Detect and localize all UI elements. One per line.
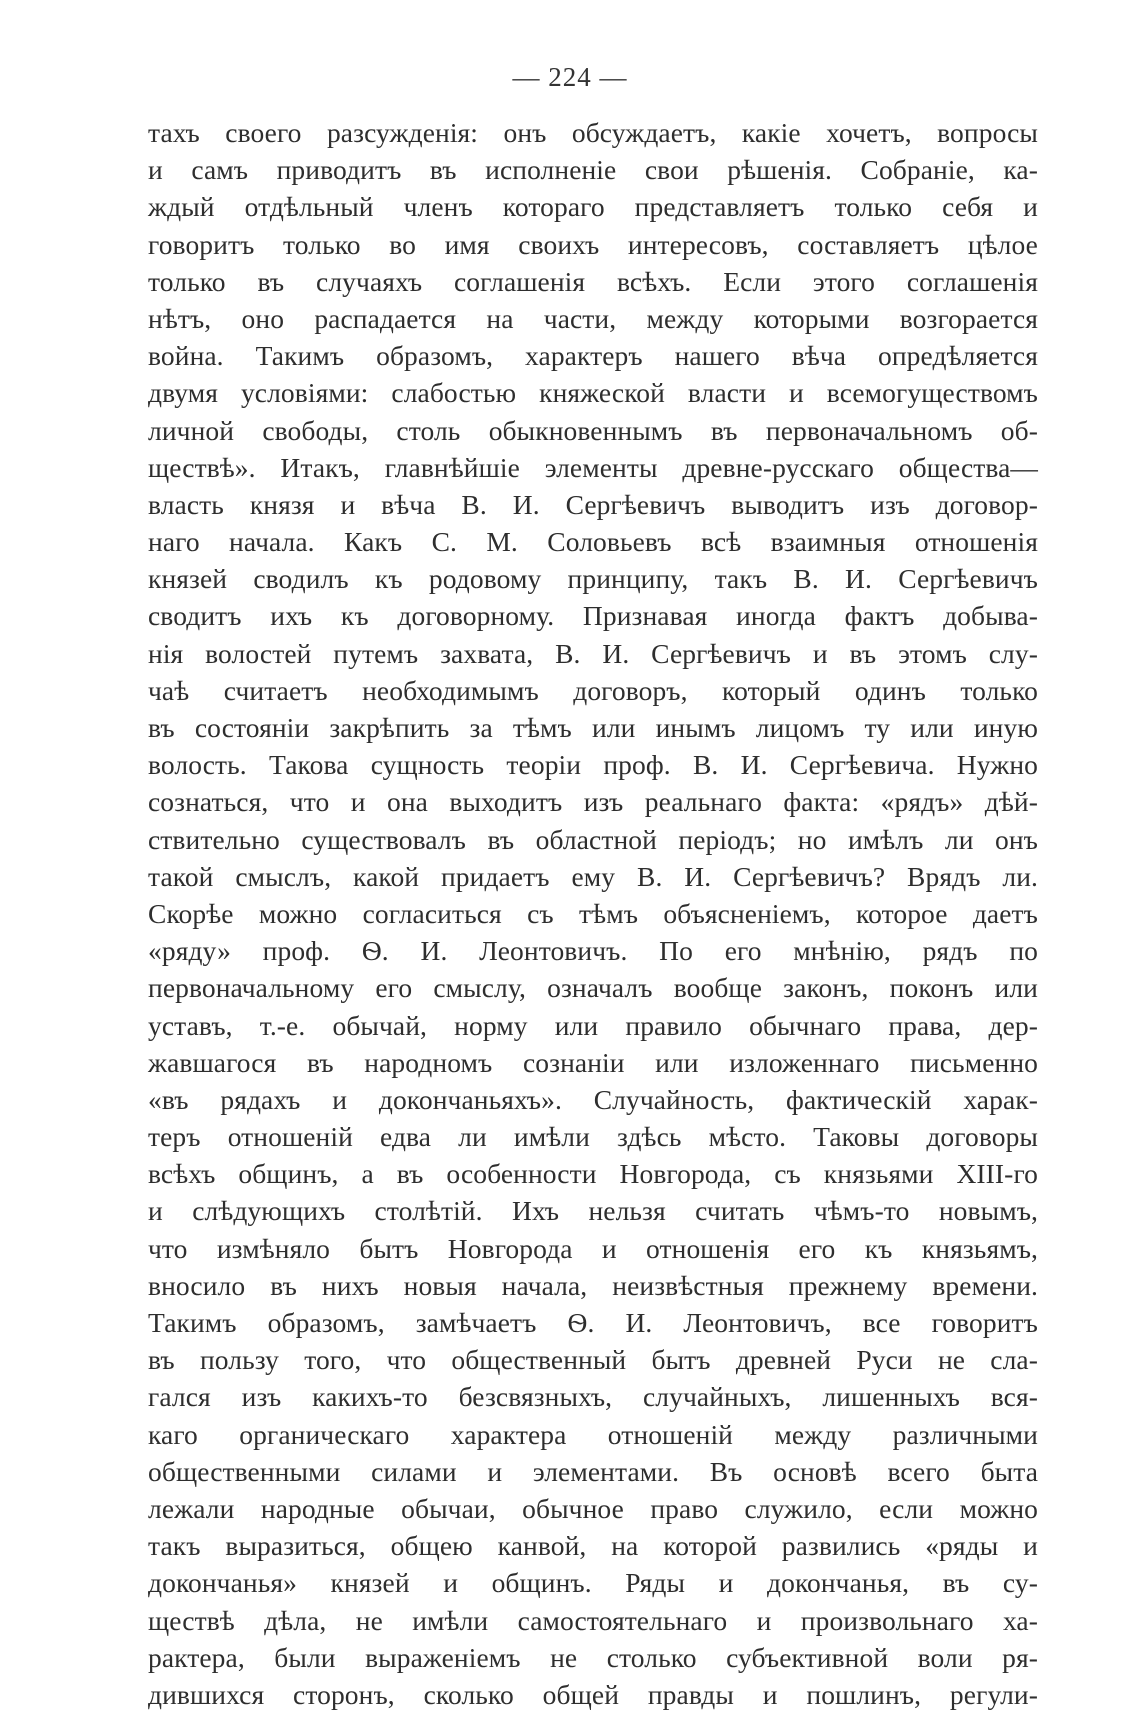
text-line: такъ выразиться, общею канвой, на которой развились «ряды и xyxy=(148,1530,1038,1562)
text-line: всѣхъ общинъ, а въ особенности Новгорода, съ князьями XIII-го xyxy=(148,1158,1038,1190)
text-line: теръ отношеній едва ли имѣли здѣсь мѣсто. Таковы договоры xyxy=(148,1121,1038,1153)
text-line: Скорѣе можно согласиться съ тѣмъ объясненіемъ, которое даетъ xyxy=(148,897,1038,929)
body-text xyxy=(148,114,1038,1713)
text-line: нѣтъ, оно распадается на части, между которыми возгорается xyxy=(148,302,1038,334)
text-line: и слѣдующихъ столѣтій. Ихъ нельзя считать чѣмъ-то новымъ, xyxy=(148,1195,1038,1227)
text-line: «ряду» проф. Ѳ. И. Леонтовичъ. По его мнѣнію, рядъ по xyxy=(148,935,1038,967)
text-line: дившихся сторонъ, сколько общей правды и пошлинъ, регули- xyxy=(148,1678,1038,1710)
text-line: тахъ своего разсужденія: онъ обсуждаетъ, какіе хочетъ, вопросы xyxy=(148,117,1038,148)
text-line: нія волостей путемъ захвата, В. И. Сергѣевичъ и въ этомъ слу- xyxy=(148,637,1038,669)
text-line: гался изъ какихъ-то безсвязныхъ, случайныхъ, лишенныхъ вся- xyxy=(148,1381,1038,1413)
text-line: въ состояніи закрѣпить за тѣмъ или инымъ лицомъ ту или иную xyxy=(148,712,1038,743)
text-line: лежали народные обычаи, обычное право служило, если можно xyxy=(148,1492,1038,1524)
page-number: — 224 — xyxy=(512,62,628,92)
text-line: ствительно существовалъ въ областной періодъ; но имѣлъ ли онъ xyxy=(148,823,1038,855)
text-line: уставъ, т.-е. обычай, норму или правило обычнаго права, дер- xyxy=(148,1009,1038,1041)
text-line: «въ рядахъ и докончаньяхъ». Случайность, фактическій харак- xyxy=(148,1083,1038,1115)
text-line: въ пользу того, что общественный бытъ древней Руси не сла- xyxy=(148,1344,1038,1376)
text-line: что измѣняло бытъ Новгорода и отношенія его къ князьямъ, xyxy=(148,1232,1038,1264)
text-line: каго органическаго характера отношеній между различными xyxy=(148,1418,1038,1450)
text-line: и самъ приводитъ въ исполненіе свои рѣшенія. Собраніе, ка- xyxy=(148,154,1038,186)
text-line: ждый отдѣльный членъ котораго представляетъ только себя и xyxy=(148,191,1038,223)
text-line: война. Такимъ образомъ, характеръ нашего вѣча опредѣляется xyxy=(148,340,1038,372)
text-line: говоритъ только во имя своихъ интересовъ, составляетъ цѣлое xyxy=(148,228,1038,260)
text-line: двумя условіями: слабостью княжеской власти и всемогуществомъ xyxy=(148,377,1038,409)
text-line: докончанья» князей и общинъ. Ряды и докончанья, въ су- xyxy=(148,1567,1038,1599)
text-line: Такимъ образомъ, замѣчаетъ Ѳ. И. Леонтовичъ, все говоритъ xyxy=(148,1307,1038,1338)
text-line: рактера, были выраженіемъ не столько субъективной воли ря- xyxy=(148,1641,1038,1673)
text-line: чаѣ считаетъ необходимымъ договоръ, который одинъ только xyxy=(148,674,1038,706)
text-line: власть князя и вѣча В. И. Сергѣевичъ выводитъ изъ договор- xyxy=(148,488,1038,520)
text-line: наго начала. Какъ С. М. Соловьевъ всѣ взаимныя отношенія xyxy=(148,526,1038,558)
text-line: жавшагося въ народномъ сознаніи или изложеннаго письменно xyxy=(148,1046,1038,1078)
text-line: личной свободы, столь обыкновеннымъ въ первоначальномъ об- xyxy=(148,414,1038,446)
text-line: князей сводилъ къ родовому принципу, такъ В. И. Сергѣевичъ xyxy=(148,563,1038,595)
text-line: ществѣ дѣла, не имѣли самостоятельнаго и произвольнаго ха- xyxy=(148,1604,1038,1636)
text-line: сводитъ ихъ къ договорному. Признавая иногда фактъ добыва- xyxy=(148,600,1038,632)
text-line: только въ случаяхъ соглашенія всѣхъ. Если этого соглашенія xyxy=(148,265,1038,297)
text-line: первоначальному его смыслу, означалъ вообще законъ, поконъ или xyxy=(148,972,1038,1004)
text-line: такой смыслъ, какой придаетъ ему В. И. Сергѣевичъ? Врядъ ли. xyxy=(148,860,1038,892)
text-line: волость. Такова сущность теоріи проф. В. И. Сергѣевича. Нужно xyxy=(148,749,1038,781)
text-line: сознаться, что и она выходитъ изъ реальнаго факта: «рядъ» дѣй- xyxy=(148,786,1038,818)
text-line: ществѣ». Итакъ, главнѣйшіе элементы древне-русскаго общества— xyxy=(148,451,1038,483)
text-line: вносило въ нихъ новыя начала, неизвѣстныя прежнему времени. xyxy=(148,1269,1038,1301)
text-line: общественными силами и элементами. Въ основѣ всего быта xyxy=(148,1455,1038,1487)
